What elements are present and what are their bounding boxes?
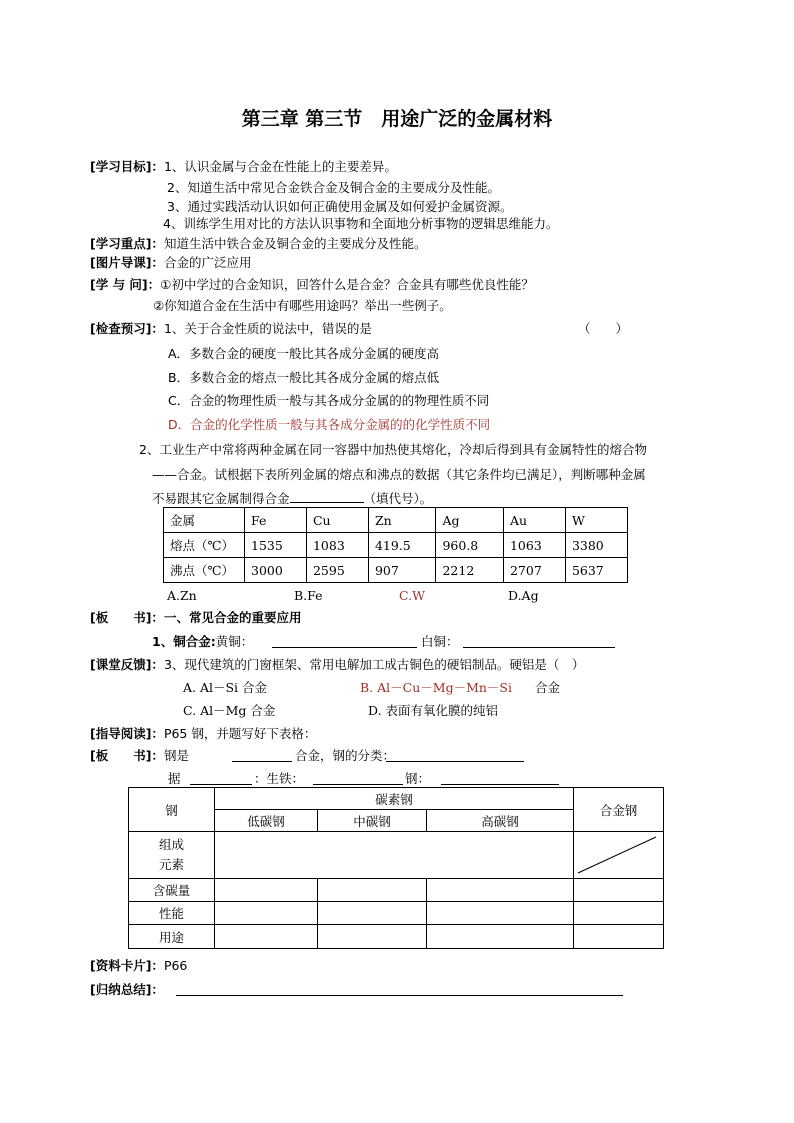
steel-type-blank[interactable] (441, 784, 559, 785)
board2-line1 (90, 747, 189, 765)
row-label: 用途 (129, 925, 215, 949)
table-cell: W (565, 508, 627, 533)
guided-reading-tag: [指导阅读]： (90, 726, 164, 741)
answer-paren[interactable]: （ ） (578, 321, 629, 336)
picture-guide (90, 254, 251, 272)
option-c: C. Al－Mg 合金 (183, 703, 276, 718)
option-d: D. 表面有氧化膜的纯铝 (368, 703, 499, 718)
composition-cell[interactable] (215, 832, 574, 879)
table-row (164, 558, 628, 583)
answer-blank[interactable] (290, 489, 364, 503)
table-cell: 5637 (565, 558, 627, 583)
table-cell: Cu (306, 508, 368, 533)
key-points-tag: [学习重点]： (90, 236, 164, 251)
option-a: A. Al－Si 合金 (183, 680, 268, 695)
option-a: A.Zn (167, 588, 197, 603)
objective-item: 1、认识金属与合金在性能上的主要差异。 (163, 159, 397, 174)
preview-q2-line3-b: （填代号）。 (363, 491, 433, 506)
diagonal-slash-icon (574, 833, 660, 877)
feedback-tag: [课堂反馈]： (90, 657, 164, 672)
alloy-steel-header: 合金钢 (574, 788, 664, 832)
preview-q1 (90, 320, 372, 338)
preview-q2-line2: ——合金。试根据下表所列金属的熔点和沸点的数据（其它条件均已满足），判断哪种金属 (152, 467, 646, 482)
objective-item: 4、训练学生用对比的方法认识事物和全面地分析事物的逻辑思维能力。 (163, 216, 559, 231)
preview-tag: [检查预习]： (90, 321, 164, 336)
row-label: 含碳量 (129, 879, 215, 902)
preview-q2-line1: 2、工业生产中常将两种金属在同一容器中加热使其熔化，冷却后得到具有金属特性的熔合物 (139, 442, 647, 457)
steel-label: 钢： (405, 771, 431, 786)
guided-reading (90, 725, 316, 743)
pig-iron-blank[interactable] (313, 784, 403, 785)
copper-alloy-line (152, 633, 253, 651)
table-row (129, 902, 664, 925)
table-row (129, 879, 664, 902)
data-card-tag: [资料卡片]： (90, 958, 164, 973)
table-cell: 907 (368, 558, 436, 583)
table-cell[interactable] (427, 879, 574, 902)
key-points (90, 235, 426, 253)
data-card (90, 957, 187, 975)
table-cell: 1063 (503, 533, 565, 558)
objective-item: 2、知道生活中常见合金铁合金及铜合金的主要成分及性能。 (167, 180, 500, 195)
high-carbon-header: 高碳钢 (427, 810, 574, 832)
table-cell: Ag (436, 508, 504, 533)
table-header-row (164, 508, 628, 533)
low-carbon-header: 低碳钢 (215, 810, 318, 832)
table-cell: 2595 (306, 558, 368, 583)
copper-label: 1、铜合金: (152, 634, 216, 649)
table-cell[interactable] (318, 879, 427, 902)
learn-ask (90, 276, 534, 294)
table-row (129, 832, 664, 879)
composition-alloy-cell (574, 832, 664, 879)
option-c: C.W (399, 588, 425, 603)
board2-tag: [板 书]： (90, 748, 164, 763)
table-cell[interactable] (574, 902, 664, 925)
table-cell: 1083 (306, 533, 368, 558)
table-cell: 2212 (436, 558, 504, 583)
class-blank[interactable] (386, 761, 524, 762)
page-title: 第三章 第三节 用途广泛的金属材料 (241, 108, 553, 130)
data-card-text: P66 (163, 958, 188, 973)
table-cell: 960.8 (436, 533, 504, 558)
preview-q2-line3 (152, 489, 432, 508)
steel-table (128, 787, 664, 949)
guided-reading-text: P65 钢，并题写好下表格： (163, 726, 317, 741)
mid-carbon-header: 中碳钢 (318, 810, 427, 832)
table-cell[interactable] (427, 925, 574, 949)
preview-q2-line3-a: 不易跟其它金属制得合金 (152, 491, 290, 506)
table-row (129, 925, 664, 949)
option-b: B．多数合金的熔点一般比其各成分金属的熔点低 (168, 370, 440, 385)
by-blank[interactable] (190, 784, 252, 785)
table-cell: 3000 (245, 558, 307, 583)
row-label (129, 832, 215, 879)
option-b: B. Al－Cu－Mg－Mn－Si (360, 680, 512, 695)
carbon-steel-header: 碳素钢 (215, 788, 574, 810)
board1-tag: [板 书]： (90, 610, 164, 625)
table-cell: 金属 (164, 508, 245, 533)
objective-item: 3、通过实践活动认识如何正确使用金属及如何爱护金属资源。 (167, 199, 513, 214)
option-b: B.Fe (294, 588, 323, 603)
feedback-question: 3、现代建筑的门窗框架、常用电解加工成古铜色的硬铝制品。硬铝是（ ） (163, 657, 585, 672)
table-cell: Fe (245, 508, 307, 533)
feedback-q (90, 656, 584, 674)
table-cell: 沸点（℃） (164, 558, 245, 583)
table-cell: 419.5 (368, 533, 436, 558)
steel-header: 钢 (129, 788, 215, 832)
table-row (164, 533, 628, 558)
objectives-tag: [学习目标]： (90, 159, 164, 174)
summary-tag: [归纳总结]： (90, 982, 164, 997)
table-cell[interactable] (574, 925, 664, 949)
steel-is: 钢是 (163, 748, 189, 763)
table-cell[interactable] (215, 879, 318, 902)
summary-blank[interactable] (176, 995, 623, 996)
learn-ask-q1: ①初中学过的合金知识，回答什么是合金？合金具有哪些优良性能？ (160, 277, 534, 292)
board1 (90, 609, 301, 627)
table-cell[interactable] (215, 925, 318, 949)
table-cell: 熔点（℃） (164, 533, 245, 558)
row-label: 性能 (129, 902, 215, 925)
picture-guide-tag: [图片导课]： (90, 255, 164, 270)
option-b-suffix: 合金 (535, 680, 561, 695)
white-copper-blank[interactable] (463, 647, 615, 648)
board1-heading: 一、常见合金的重要应用 (163, 610, 302, 625)
steel-blank[interactable] (232, 761, 292, 762)
white-copper-label: 白铜： (421, 634, 459, 649)
preview-q1-text: 1、关于合金性质的说法中，错误的是 (163, 321, 372, 336)
brass-label: 黄铜： (215, 634, 254, 649)
alloy-class: 合金，钢的分类： (295, 748, 396, 763)
picture-guide-text: 合金的广泛应用 (163, 255, 252, 270)
by-label: 据 (168, 771, 181, 786)
table-cell[interactable] (574, 879, 664, 902)
composition-label: 组成元素 (158, 837, 184, 872)
table-cell[interactable] (318, 925, 427, 949)
table-cell[interactable] (427, 902, 574, 925)
metal-table (163, 507, 628, 583)
table-cell[interactable] (215, 902, 318, 925)
option-d: D.Ag (508, 588, 539, 603)
table-cell: 3380 (565, 533, 627, 558)
table-cell: Au (503, 508, 565, 533)
option-d: D．合金的化学性质一般与其各成分金属的的化学性质不同 (168, 417, 491, 432)
learn-ask-tag: [学 与 问]： (90, 277, 161, 292)
objectives-section (90, 158, 397, 176)
table-cell[interactable] (318, 902, 427, 925)
table-cell: 2707 (503, 558, 565, 583)
table-cell: 1535 (245, 533, 307, 558)
option-c: C．合金的物理性质一般与其各成分金属的的物理性质不同 (168, 393, 490, 408)
table-cell: Zn (368, 508, 436, 533)
key-points-text: 知道生活中铁合金及铜合金的主要成分及性能。 (163, 236, 427, 251)
option-a: A．多数合金的硬度一般比其各成分金属的硬度高 (168, 346, 440, 361)
brass-blank[interactable] (272, 647, 417, 648)
learn-ask-q2: ②你知道合金在生活中有哪些用途吗？举出一些例子。 (153, 298, 452, 313)
pig-iron-label: ：生铁： (254, 771, 305, 786)
